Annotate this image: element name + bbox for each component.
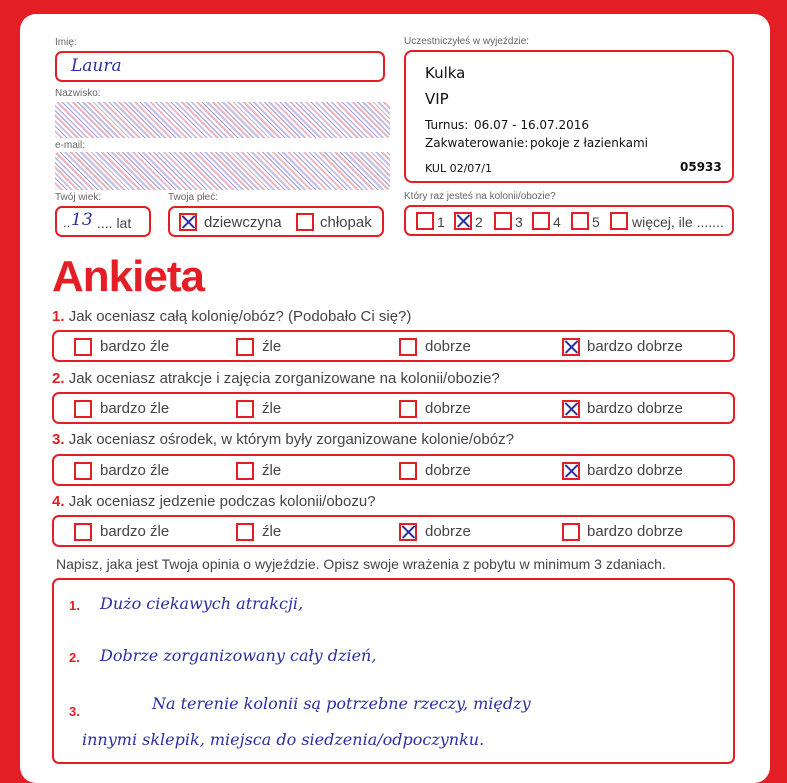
q4-opt-2-label: źle: [262, 523, 282, 540]
trip-number: 05933: [680, 160, 722, 174]
q1-opt-3-label: dobrze: [425, 338, 471, 355]
q1-opt-3-checkbox[interactable]: [399, 338, 417, 356]
times-2-label: 2: [475, 214, 483, 230]
q3-opt-3-checkbox[interactable]: [399, 462, 417, 480]
question-text: Jak oceniasz całą kolonię/obóz? (Podobało Ci się?): [68, 308, 412, 325]
q1-opt-2-checkbox[interactable]: [236, 338, 254, 356]
q4-opt-4-label: bardzo dobrze: [587, 523, 683, 540]
times-1-checkbox[interactable]: [416, 212, 434, 230]
q3-opt-1-label: bardzo źle: [100, 462, 170, 479]
times-1-label: 1: [437, 214, 445, 230]
answer-2-text: Dobrze zorganizowany cały dzień,: [100, 646, 377, 665]
trip-tier: VIP: [425, 90, 449, 108]
question-3-options: [52, 454, 735, 486]
answer-1-number: 1.: [69, 598, 80, 613]
age-suffix: .... lat: [97, 215, 132, 231]
q2-opt-2-checkbox[interactable]: [236, 400, 254, 418]
q1-opt-4-label: bardzo dobrze: [587, 338, 683, 355]
q4-opt-2-checkbox[interactable]: [236, 523, 254, 541]
times-4-checkbox[interactable]: [532, 212, 550, 230]
trip-name: Kulka: [425, 64, 466, 82]
first-name-label: Imię:: [55, 37, 77, 48]
question-text: Jak oceniasz atrakcje i zajęcia zorganizowane na kolonii/obozie?: [68, 370, 500, 387]
question-4-options: [52, 515, 735, 547]
gender-girl-label: dziewczyna: [204, 214, 282, 231]
q3-opt-1-checkbox[interactable]: [74, 462, 92, 480]
question-2: [52, 370, 500, 387]
answer-3-number: 3.: [69, 704, 80, 719]
q2-opt-1-label: bardzo źle: [100, 400, 170, 417]
email-label: e-mail:: [55, 140, 86, 151]
question-1-options: [52, 330, 735, 362]
surname-redacted: [55, 102, 390, 138]
times-label: Który raz jesteś na kolonii/obozie?: [404, 191, 556, 202]
gender-boy-label: chłopak: [320, 214, 372, 231]
question-number: 1.: [52, 308, 65, 325]
age-field[interactable]: [55, 206, 151, 237]
trip-info-box: [404, 50, 734, 183]
q3-opt-3-label: dobrze: [425, 462, 471, 479]
q1-opt-1-checkbox[interactable]: [74, 338, 92, 356]
q4-opt-1-label: bardzo źle: [100, 523, 170, 540]
age-prefix: ..: [63, 215, 71, 230]
answer-1-text: Dużo ciekawych atrakcji,: [100, 594, 304, 613]
turnus-value: 06.07 - 16.07.2016: [474, 118, 590, 132]
first-name-field[interactable]: [55, 51, 385, 82]
turnus-label: Turnus:: [425, 118, 469, 132]
answer-2-number: 2.: [69, 650, 80, 665]
times-5-checkbox[interactable]: [571, 212, 589, 230]
first-name-value: Laura: [71, 56, 122, 76]
q2-opt-4-label: bardzo dobrze: [587, 400, 683, 417]
q1-opt-4-checkbox[interactable]: [562, 338, 580, 356]
opinion-prompt: Napisz, jaka jest Twoja opinia o wyjeździe. Opisz swoje wrażenia z pobytu w minimum 3 zdaniach.: [56, 556, 666, 572]
times-field: [404, 205, 734, 236]
q2-opt-1-checkbox[interactable]: [74, 400, 92, 418]
gender-girl-checkbox[interactable]: [179, 213, 197, 231]
times-5-label: 5: [592, 214, 600, 230]
q4-opt-1-checkbox[interactable]: [74, 523, 92, 541]
question-number: 3.: [52, 431, 65, 448]
age-label: Twój wiek:: [55, 192, 102, 203]
accommodation-label: Zakwaterowanie:: [425, 136, 529, 150]
q3-opt-4-checkbox[interactable]: [562, 462, 580, 480]
times-more-label: więcej, ile .......: [632, 214, 724, 230]
question-1: [52, 308, 411, 325]
times-4-label: 4: [553, 214, 561, 230]
gender-boy-checkbox[interactable]: [296, 213, 314, 231]
question-number: 2.: [52, 370, 65, 387]
q3-opt-4-label: bardzo dobrze: [587, 462, 683, 479]
trip-code: KUL 02/07/1: [425, 162, 492, 175]
q3-opt-2-label: źle: [262, 462, 282, 479]
answer-3-text: Na terenie kolonii są potrzebne rzeczy, między: [152, 694, 531, 713]
question-text: Jak oceniasz ośrodek, w którym były zorganizowane kolonie/obóz?: [68, 431, 514, 448]
q2-opt-3-checkbox[interactable]: [399, 400, 417, 418]
opinion-textarea[interactable]: [52, 578, 735, 764]
age-value: 13: [71, 210, 93, 230]
surname-label: Nazwisko:: [55, 88, 101, 99]
question-3: [52, 431, 514, 448]
accommodation-value: pokoje z łazienkami: [530, 136, 648, 150]
times-2-checkbox[interactable]: [454, 212, 472, 230]
trip-label: Uczestniczyłeś w wyjeździe:: [404, 36, 530, 47]
gender-field: [168, 206, 384, 237]
email-redacted: [55, 152, 390, 190]
times-3-checkbox[interactable]: [494, 212, 512, 230]
q3-opt-2-checkbox[interactable]: [236, 462, 254, 480]
question-text: Jak oceniasz jedzenie podczas kolonii/obozu?: [68, 493, 376, 510]
times-3-label: 3: [515, 214, 523, 230]
q4-opt-3-checkbox[interactable]: [399, 523, 417, 541]
survey-title: Ankieta: [52, 252, 204, 301]
q4-opt-3-label: dobrze: [425, 523, 471, 540]
q4-opt-4-checkbox[interactable]: [562, 523, 580, 541]
q1-opt-1-label: bardzo źle: [100, 338, 170, 355]
answer-3-continuation: innymi sklepik, miejsca do siedzenia/odpoczynku.: [82, 730, 485, 749]
q2-opt-2-label: źle: [262, 400, 282, 417]
question-number: 4.: [52, 493, 65, 510]
q2-opt-4-checkbox[interactable]: [562, 400, 580, 418]
q1-opt-2-label: źle: [262, 338, 282, 355]
question-4: [52, 493, 376, 510]
times-more-checkbox[interactable]: [610, 212, 628, 230]
gender-label: Twoja płeć:: [168, 192, 219, 203]
q2-opt-3-label: dobrze: [425, 400, 471, 417]
question-2-options: [52, 392, 735, 424]
